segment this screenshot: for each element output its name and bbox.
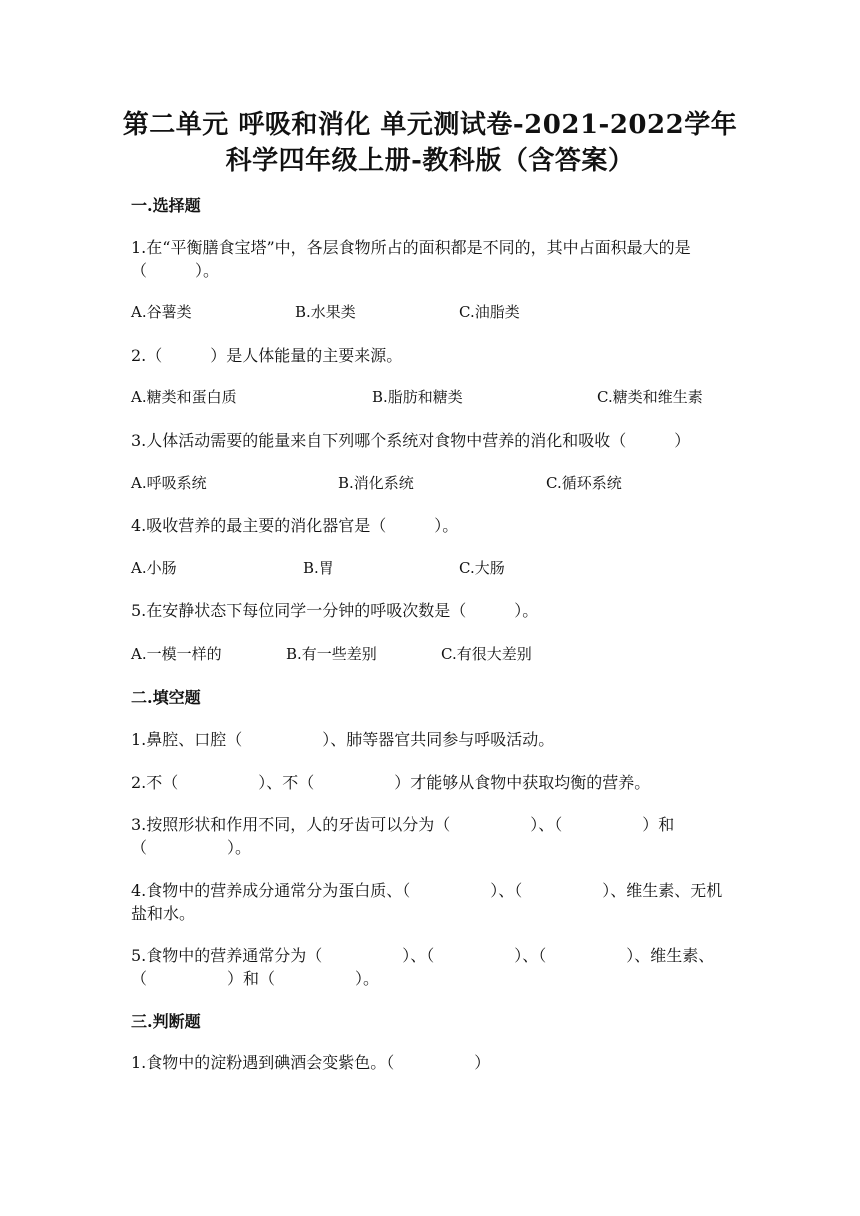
choice-q1-option-c: C.油脂类 — [459, 303, 520, 321]
judge-question-1: 1.食物中的淀粉遇到碘酒会变紫色。（ ） — [131, 1053, 491, 1072]
choice-q5-option-c: C.有很大差别 — [441, 645, 532, 663]
choice-q3-option-a: A.呼吸系统 — [131, 474, 207, 492]
choice-question-1: 1.在“平衡膳食宝塔”中，各层食物所占的面积都是不同的，其中占面积最大的是（ ）。 — [131, 238, 691, 280]
choice-question-4: 4.吸收营养的最主要的消化器官是（ ）。 — [131, 516, 459, 535]
choice-q1-option-a: A.谷薯类 — [131, 303, 192, 321]
choice-q3-option-b: B.消化系统 — [338, 474, 414, 492]
fill-question-5: 5.食物中的营养通常分为（ ）、（ ）、（ ）、维生素、（ ）和（ ）。 — [131, 946, 715, 988]
choice-q4-option-c: C.大肠 — [459, 559, 505, 577]
page-title-line-1: 第二单元 呼吸和消化 单元测试卷-2021-2022学年 — [122, 110, 738, 140]
choice-q4-option-a: A.小肠 — [131, 559, 177, 577]
section-heading-judge: 三.判断题 — [131, 1012, 201, 1031]
fill-question-4: 4.食物中的营养成分通常分为蛋白质、（ ）、（ ）、维生素、无机盐和水。 — [131, 881, 723, 923]
fill-question-1: 1.鼻腔、口腔（ ）、肺等器官共同参与呼吸活动。 — [131, 730, 555, 749]
choice-q5-option-b: B.有一些差别 — [286, 645, 377, 663]
choice-q1-option-b: B.水果类 — [295, 303, 356, 321]
section-heading-choice: 一.选择题 — [131, 196, 201, 215]
section-heading-fill-blank: 二.填空题 — [131, 688, 201, 707]
choice-question-2: 2.（ ）是人体能量的主要来源。 — [131, 346, 403, 365]
choice-q2-option-c: C.糖类和维生素 — [597, 388, 703, 406]
choice-q2-option-a: A.糖类和蛋白质 — [131, 388, 237, 406]
choice-q2-option-b: B.脂肪和糖类 — [372, 388, 463, 406]
choice-q3-option-c: C.循环系统 — [546, 474, 622, 492]
fill-question-2: 2.不（ ）、不（ ）才能够从食物中获取均衡的营养。 — [131, 773, 651, 792]
choice-q4-option-b: B.胃 — [303, 559, 334, 577]
choice-question-3: 3.人体活动需要的能量来自下列哪个系统对食物中营养的消化和吸收（ ） — [131, 431, 691, 450]
page-title-line-2: 科学四年级上册-教科版（含答案） — [225, 146, 635, 176]
fill-question-3: 3.按照形状和作用不同，人的牙齿可以分为（ ）、（ ）和（ ）。 — [131, 815, 675, 857]
choice-question-5: 5.在安静状态下每位同学一分钟的呼吸次数是（ ）。 — [131, 601, 539, 620]
choice-q5-option-a: A.一模一样的 — [131, 645, 222, 663]
